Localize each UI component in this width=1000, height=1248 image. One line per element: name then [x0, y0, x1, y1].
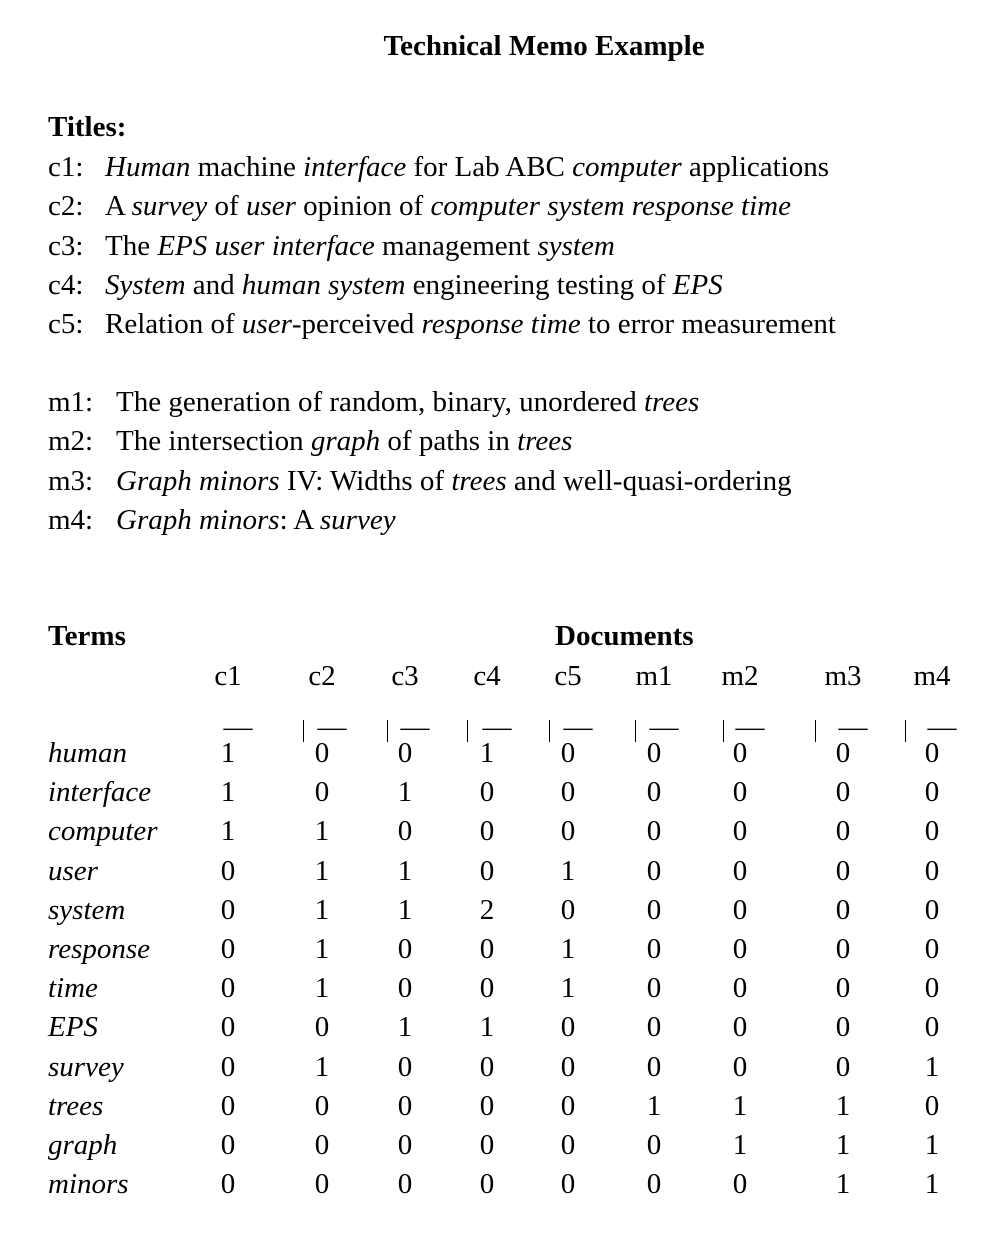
column-rule [905, 720, 906, 742]
matrix-cell: 0 [560, 1129, 576, 1161]
term-interface: interface [48, 776, 152, 809]
m-title-label: m4: [48, 503, 94, 536]
matrix-cell: 1 [924, 1168, 940, 1201]
matrix-cell: 0 [314, 737, 330, 769]
matrix-cell: 1 [924, 1050, 940, 1083]
titles-heading: Titles: [48, 111, 127, 143]
matrix-cell: 1 [314, 893, 330, 926]
c-title-text: A [105, 190, 132, 223]
matrix-cell: 0 [314, 1011, 330, 1044]
column-header-c4: c4 [473, 660, 501, 692]
column-underline: — [735, 711, 765, 743]
matrix-cell: 1 [220, 737, 236, 769]
matrix-cell: 1 [479, 1011, 495, 1044]
column-rule [723, 720, 724, 742]
c-title-1 [48, 150, 829, 184]
matrix-cell: 1 [732, 1129, 748, 1161]
c-title-text: to error measurement [580, 308, 836, 341]
matrix-cell: 0 [835, 1011, 851, 1044]
matrix-cell: 0 [397, 815, 413, 848]
c-title-text: human system [241, 268, 406, 301]
column-header-m3: m3 [824, 660, 862, 692]
matrix-cell: 0 [732, 815, 748, 848]
term-graph: graph [48, 1129, 118, 1161]
matrix-cell: 1 [314, 933, 330, 965]
matrix-cell: 1 [314, 972, 330, 1005]
matrix-cell: 1 [220, 776, 236, 809]
m-title-text: trees [517, 425, 573, 458]
matrix-cell: 0 [732, 737, 748, 769]
matrix-cell: 0 [835, 1050, 851, 1083]
m-title-4 [48, 503, 396, 537]
matrix-cell: 0 [314, 776, 330, 809]
c-title-text: response time [421, 308, 581, 341]
matrix-cell: 0 [220, 1011, 236, 1044]
matrix-cell: 1 [314, 815, 330, 848]
matrix-cell: 0 [835, 815, 851, 848]
matrix-cell: 1 [560, 933, 576, 965]
c-title-text: for Lab ABC [406, 151, 573, 183]
matrix-cell: 0 [220, 1129, 236, 1161]
c-title-text: of [207, 190, 246, 223]
c-title-text: survey [131, 190, 208, 223]
matrix-cell: 0 [646, 1011, 662, 1044]
c-title-text: The [105, 229, 158, 262]
term-trees: trees [48, 1089, 104, 1122]
matrix-cell: 1 [835, 1168, 851, 1201]
c-title-5 [48, 307, 836, 341]
matrix-cell: 0 [314, 1089, 330, 1122]
matrix-cell: 0 [560, 1011, 576, 1044]
matrix-cell: 0 [560, 1168, 576, 1201]
matrix-cell: 0 [479, 1168, 495, 1201]
c-title-label: c5: [48, 308, 84, 341]
column-header-c1: c1 [214, 660, 242, 692]
matrix-cell: 0 [220, 1089, 236, 1122]
term-user: user [48, 854, 98, 887]
matrix-cell: 0 [646, 972, 662, 1005]
m-title-3 [48, 464, 792, 498]
matrix-cell: 0 [220, 893, 236, 926]
m-title-2 [48, 424, 572, 458]
column-rule [467, 720, 468, 742]
column-underline: — [482, 711, 512, 743]
matrix-cell: 0 [732, 854, 748, 887]
matrix-cell: 0 [732, 972, 748, 1005]
column-underline: — [838, 711, 868, 743]
matrix-cell: 0 [924, 776, 940, 809]
matrix-cell: 1 [397, 776, 413, 809]
matrix-cell: 1 [560, 854, 576, 887]
matrix-cell: 0 [732, 933, 748, 965]
matrix-cell: 0 [479, 815, 495, 848]
matrix-cell: 0 [924, 815, 940, 848]
column-header-c2: c2 [308, 660, 336, 692]
matrix-cell: 0 [732, 1168, 748, 1201]
column-rule [303, 720, 304, 742]
matrix-cell: 0 [924, 737, 940, 769]
m-title-label: m1: [48, 386, 94, 418]
matrix-cell: 0 [924, 893, 940, 926]
c-title-text: user [245, 190, 296, 223]
c-title-text: machine [190, 151, 304, 183]
matrix-cell: 0 [314, 1168, 330, 1201]
m-title-label: m2: [48, 425, 94, 458]
matrix-cell: 1 [397, 854, 413, 887]
column-header-m4: m4 [913, 660, 951, 692]
c-title-text: applications [681, 151, 830, 183]
matrix-cell: 1 [314, 1050, 330, 1083]
c-title-2 [48, 189, 791, 223]
matrix-cell: 0 [732, 1011, 748, 1044]
c-title-4 [48, 268, 723, 302]
term-computer: computer [48, 815, 158, 848]
matrix-cell: 0 [220, 1050, 236, 1083]
c-title-text: system [537, 229, 615, 262]
column-header-c5: c5 [554, 660, 582, 692]
matrix-cell: 0 [479, 933, 495, 965]
matrix-cell: 0 [924, 933, 940, 965]
matrix-cell: 0 [924, 972, 940, 1005]
column-rule [549, 720, 550, 742]
column-underline: — [649, 711, 679, 743]
terms-heading: Terms [48, 620, 126, 652]
c-title-text: user [241, 308, 292, 341]
matrix-cell: 0 [646, 737, 662, 769]
column-underline: — [927, 711, 957, 743]
matrix-cell: 0 [835, 854, 851, 887]
m-title-text: of paths in [380, 425, 518, 458]
matrix-cell: 0 [732, 893, 748, 926]
m-title-text: Graph minors [116, 464, 280, 497]
c-title-text: System [105, 268, 186, 301]
matrix-cell: 1 [732, 1089, 748, 1122]
term-human: human [48, 737, 127, 769]
column-underline: — [563, 711, 593, 743]
page-title: Technical Memo Example [383, 30, 705, 62]
c-title-label: c3: [48, 229, 84, 262]
matrix-cell: 0 [835, 972, 851, 1005]
matrix-cell: 0 [220, 933, 236, 965]
matrix-cell: 0 [479, 1050, 495, 1083]
matrix-cell: 0 [732, 776, 748, 809]
column-rule [387, 720, 388, 742]
c-title-text: computer [572, 151, 682, 183]
matrix-cell: 0 [924, 1011, 940, 1044]
matrix-cell: 1 [560, 972, 576, 1005]
matrix-cell: 1 [835, 1089, 851, 1122]
matrix-cell: 0 [924, 1089, 940, 1122]
m-title-text: IV: Widths of [279, 464, 452, 497]
matrix-cell: 1 [924, 1129, 940, 1161]
term-system: system [48, 893, 126, 926]
column-underline: — [400, 711, 430, 743]
documents-heading: Documents [555, 620, 694, 652]
m-title-text: trees [451, 464, 507, 497]
matrix-cell: 0 [646, 1129, 662, 1161]
m-title-text: : A [279, 503, 320, 536]
m-title-1 [48, 385, 699, 419]
m-title-text: The generation of random, binary, unordered [116, 386, 644, 418]
matrix-cell: 0 [646, 893, 662, 926]
column-header-c3: c3 [391, 660, 419, 692]
matrix-cell: 0 [646, 1050, 662, 1083]
column-header-m2: m2 [721, 660, 759, 692]
m-title-text: The intersection [116, 425, 311, 458]
matrix-cell: 0 [835, 737, 851, 769]
column-underline: — [317, 711, 347, 743]
matrix-cell: 0 [479, 972, 495, 1005]
matrix-cell: 0 [835, 933, 851, 965]
m-title-text: Graph minors [116, 503, 280, 536]
matrix-cell: 0 [479, 1129, 495, 1161]
matrix-cell: 0 [560, 1050, 576, 1083]
matrix-cell: 0 [220, 972, 236, 1005]
matrix-cell: 0 [397, 1129, 413, 1161]
column-header-m1: m1 [635, 660, 673, 692]
matrix-cell: 2 [479, 893, 495, 926]
matrix-cell: 0 [314, 1129, 330, 1161]
c-title-3 [48, 229, 615, 263]
c-title-text: engineering testing of [405, 268, 673, 301]
c-title-text: opinion of [295, 190, 431, 223]
matrix-cell: 1 [397, 893, 413, 926]
matrix-cell: 0 [397, 1089, 413, 1122]
c-title-text: -perceived [291, 308, 422, 341]
matrix-cell: 0 [560, 893, 576, 926]
matrix-cell: 0 [646, 815, 662, 848]
term-minors: minors [48, 1168, 129, 1201]
matrix-cell: 0 [835, 776, 851, 809]
matrix-cell: 0 [924, 854, 940, 887]
c-title-text: EPS user interface [157, 229, 375, 262]
matrix-cell: 0 [646, 854, 662, 887]
matrix-cell: 0 [397, 933, 413, 965]
matrix-cell: 1 [397, 1011, 413, 1044]
matrix-cell: 0 [560, 776, 576, 809]
matrix-cell: 0 [397, 1168, 413, 1201]
matrix-cell: 0 [560, 737, 576, 769]
matrix-cell: 0 [646, 776, 662, 809]
term-survey: survey [48, 1050, 124, 1083]
c-title-text: EPS [672, 268, 723, 301]
m-title-text: trees [643, 386, 700, 418]
matrix-cell: 0 [397, 737, 413, 769]
matrix-cell: 0 [397, 1050, 413, 1083]
column-rule [635, 720, 636, 742]
matrix-cell: 0 [560, 1089, 576, 1122]
c-title-text: Relation of [105, 308, 242, 341]
m-title-text: graph [310, 425, 381, 458]
matrix-cell: 1 [835, 1129, 851, 1161]
column-underline: — [223, 711, 253, 743]
c-title-label: c2: [48, 190, 84, 223]
c-title-label: c4: [48, 268, 84, 301]
c-title-text: management [374, 229, 538, 262]
matrix-cell: 0 [732, 1050, 748, 1083]
matrix-cell: 0 [220, 854, 236, 887]
matrix-cell: 0 [479, 776, 495, 809]
c-title-text: Human [105, 151, 191, 183]
m-title-text: and well-quasi-ordering [506, 464, 792, 497]
c-title-text: and [185, 268, 242, 301]
matrix-cell: 1 [646, 1089, 662, 1122]
c-title-text: interface [303, 151, 407, 183]
matrix-cell: 0 [646, 933, 662, 965]
matrix-cell: 1 [220, 815, 236, 848]
c-title-text: computer system response time [430, 190, 791, 223]
matrix-cell: 0 [560, 815, 576, 848]
term-eps: EPS [48, 1011, 98, 1044]
matrix-cell: 0 [479, 854, 495, 887]
term-response: response [48, 933, 151, 965]
matrix-cell: 0 [479, 1089, 495, 1122]
m-title-label: m3: [48, 464, 94, 497]
column-rule [815, 720, 816, 742]
m-title-text: survey [319, 503, 396, 536]
matrix-cell: 0 [220, 1168, 236, 1201]
c-title-label: c1: [48, 151, 84, 183]
matrix-cell: 1 [314, 854, 330, 887]
term-time: time [48, 972, 98, 1005]
matrix-cell: 0 [646, 1168, 662, 1201]
matrix-cell: 1 [479, 737, 495, 769]
matrix-cell: 0 [397, 972, 413, 1005]
matrix-cell: 0 [835, 893, 851, 926]
